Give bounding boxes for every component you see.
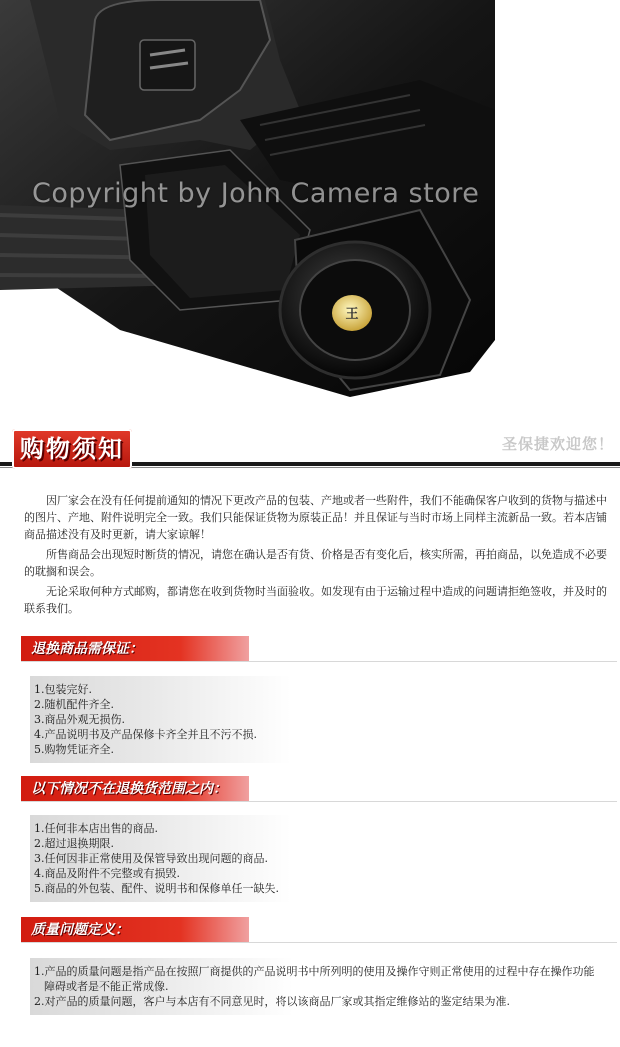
section-divider (21, 942, 617, 943)
list-item: 5.商品的外包装、配件、说明书和保修单任一缺失. (34, 882, 279, 895)
notice-paragraphs (24, 492, 608, 620)
shopping-notice-heading: 购物须知 (12, 429, 132, 469)
section-heading-quality-definition: 质量问题定义： (21, 917, 249, 943)
list-item: 3.商品外观无损伤. (34, 713, 125, 726)
list-item: 1.包装完好. (34, 683, 92, 696)
list-item: 1.产品的质量问题是指产品在按照厂商提供的产品说明书中所列明的使用及操作守则正常使用的过程中存在操作功能障碍或者是不能正常成像. (34, 965, 595, 993)
list-item: 4.产品说明书及产品保修卡齐全并且不污不损. (34, 728, 257, 741)
notice-paragraph-1: 因厂家会在没有任何提前通知的情况下更改产品的包装、产地或者一些附件，我们不能确保客户收到的货物与描述中的图片、产地、附件说明完全一致。我们只能保证货物为原装正品！并且保证与当时市场上同样主流新品一致。若本店铺商品描述没有及时更新，请大家谅解！ (24, 494, 607, 541)
product-photo (0, 0, 620, 397)
list-item: 2.超过退换期限. (34, 837, 114, 850)
list-item: 2.对产品的质量问题，客户与本店有不同意见时，将以该商品厂家或其指定维修站的鉴定结果为准. (34, 995, 510, 1008)
non-returnable-list (30, 815, 610, 902)
quality-definition-list (30, 958, 615, 1015)
list-item: 3.任何因非正常使用及保管导致出现问题的商品. (34, 852, 268, 865)
list-item: 5.购物凭证齐全. (34, 743, 114, 756)
svg-text:王: 王 (345, 307, 359, 322)
notice-paragraph-2: 所售商品会出现短时断货的情况，请您在确认是否有货、价格是否有变化后，核实所需，再拍商品，以免造成不必要的耽搁和误会。 (24, 548, 607, 578)
welcome-text: 圣保捷欢迎您！ (501, 435, 614, 453)
watermark-text: Copyright by John Camera store (32, 178, 480, 209)
section-divider (21, 801, 617, 802)
list-item: 1.任何非本店出售的商品. (34, 822, 158, 835)
section-divider (21, 661, 617, 662)
list-item: 4.商品及附件不完整或有损毁. (34, 867, 180, 880)
notice-paragraph-3: 无论采取何种方式邮购，都请您在收到货物时当面验收。如发现有由于运输过程中造成的问题请拒绝签收，并及时的联系我们。 (24, 585, 607, 615)
section-heading-non-returnable: 以下情况不在退换货范围之内： (21, 776, 249, 802)
section-heading-return-requirements: 退换商品需保证： (21, 636, 249, 662)
list-item: 2.随机配件齐全. (34, 698, 114, 711)
return-requirements-list (30, 676, 610, 763)
